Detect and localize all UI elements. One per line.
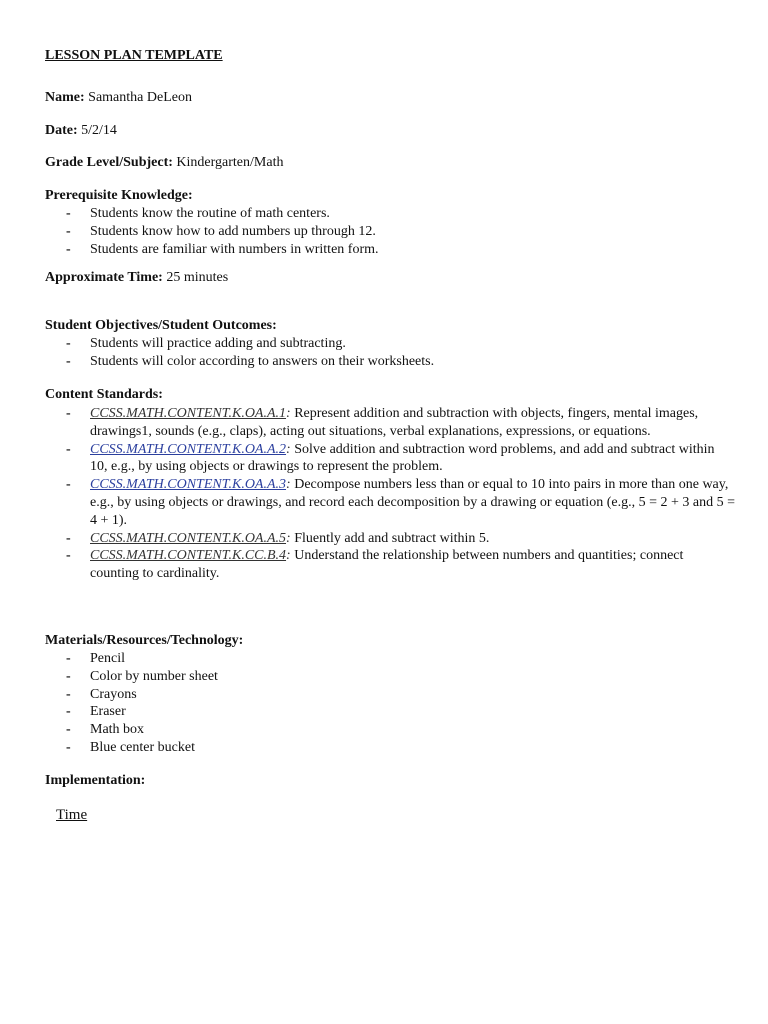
prereq-list bbox=[45, 205, 735, 258]
list-item: - Students know the routine of math centers. bbox=[45, 205, 735, 223]
time-label: Approximate Time: bbox=[45, 270, 163, 285]
standards-list bbox=[45, 405, 735, 583]
list-item: - Eraser bbox=[45, 703, 735, 721]
standard-text: Decompose numbers less than or equal to 10 into pairs in more than one way, e.g., by using objects or drawings, and record each decomposition by a drawing or equation (e.g., 5 = 2 + 3 and 5 = 4 + 1). bbox=[90, 477, 735, 528]
name-value: Samantha DeLeon bbox=[88, 90, 192, 105]
grade-value: Kindergarten/Math bbox=[176, 155, 284, 170]
materials-heading: Materials/Resources/Technology: bbox=[45, 633, 244, 648]
name-field bbox=[45, 90, 192, 106]
list-item: - Math box bbox=[45, 721, 735, 739]
list-item: - Crayons bbox=[45, 686, 735, 704]
implementation-time-label: Time bbox=[56, 807, 88, 823]
list-item: - Blue center bucket bbox=[45, 739, 735, 757]
prereq-heading: Prerequisite Knowledge: bbox=[45, 188, 193, 203]
materials-list bbox=[45, 650, 735, 757]
standard-item: - CCSS.MATH.CONTENT.K.OA.A.2: Solve addition and subtraction word problems, and add and subtract within 10, e.g., by using objects or drawings to represent the problem. bbox=[45, 441, 735, 477]
date-value: 5/2/14 bbox=[81, 123, 117, 138]
standard-text: Solve addition and subtraction word problems, and add and subtract within 10, e.g., by using objects or drawings to represent the problem. bbox=[90, 441, 715, 475]
objectives-list bbox=[45, 335, 735, 371]
date-label: Date: bbox=[45, 123, 78, 138]
standard-text: Understand the relationship between numbers and quantities; connect counting to cardinality. bbox=[90, 548, 684, 582]
standard-link[interactable]: CCSS.MATH.CONTENT.K.OA.A.5 bbox=[90, 530, 287, 546]
list-item: - Students will color according to answers on their worksheets. bbox=[45, 353, 735, 371]
list-item: - Students are familiar with numbers in written form. bbox=[45, 241, 735, 259]
time-value: 25 minutes bbox=[166, 270, 229, 285]
standard-item: - CCSS.MATH.CONTENT.K.OA.A.3: Decompose numbers less than or equal to 10 into pairs in more than one way, e.g., by using objects or drawings, and record each decomposition by a drawing or equation (e.g., 5 = 2 + 3 and 5 = 4 + 1). bbox=[45, 476, 735, 529]
standard-text: Fluently add and subtract within 5. bbox=[294, 530, 490, 546]
document-title: LESSON PLAN TEMPLATE bbox=[45, 48, 223, 63]
grade-field bbox=[45, 155, 283, 171]
standard-item: - CCSS.MATH.CONTENT.K.CC.B.4: Understand the relationship between numbers and quantities; connect counting to cardinality. bbox=[45, 547, 735, 583]
name-label: Name: bbox=[45, 90, 85, 105]
standard-link[interactable]: CCSS.MATH.CONTENT.K.CC.B.4 bbox=[90, 548, 287, 564]
standard-item: - CCSS.MATH.CONTENT.K.OA.A.1: Represent addition and subtraction with objects, fingers, mental images, drawings1, sounds (e.g., claps), acting out situations, verbal explanations, expressions, or equations. bbox=[45, 405, 735, 441]
list-item: - Pencil bbox=[45, 650, 735, 668]
list-item: - Students know how to add numbers up through 12. bbox=[45, 223, 735, 241]
list-item: - Color by number sheet bbox=[45, 668, 735, 686]
grade-label: Grade Level/Subject: bbox=[45, 155, 173, 170]
standard-link[interactable]: CCSS.MATH.CONTENT.K.OA.A.2 bbox=[90, 441, 287, 457]
standards-heading: Content Standards: bbox=[45, 387, 163, 402]
implementation-heading: Implementation: bbox=[45, 773, 146, 788]
objectives-heading: Student Objectives/Student Outcomes: bbox=[45, 318, 277, 333]
standard-text: Represent addition and subtraction with objects, fingers, mental images, drawings1, sounds (e.g., claps), acting out situations, verbal explanations, expressions, or equations. bbox=[90, 406, 699, 439]
time-field bbox=[45, 270, 228, 286]
standard-item: - CCSS.MATH.CONTENT.K.OA.A.5: Fluently add and subtract within 5. bbox=[45, 530, 735, 548]
standard-link[interactable]: CCSS.MATH.CONTENT.K.OA.A.1 bbox=[90, 406, 287, 421]
list-item: - Students will practice adding and subtracting. bbox=[45, 335, 735, 353]
standard-link[interactable]: CCSS.MATH.CONTENT.K.OA.A.3 bbox=[90, 477, 287, 493]
date-field bbox=[45, 123, 117, 139]
